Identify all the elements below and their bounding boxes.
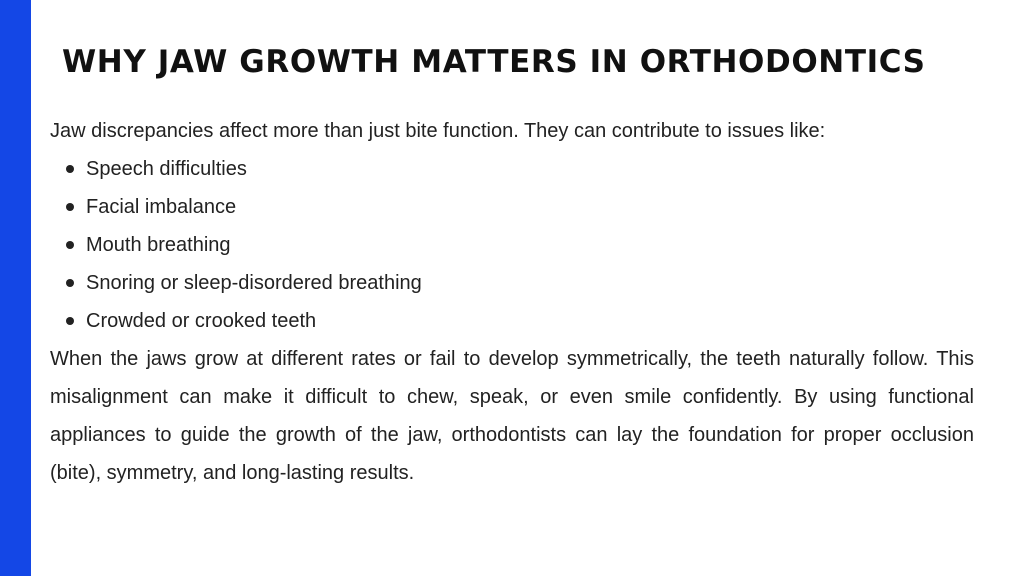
- list-item: [50, 226, 974, 264]
- slide-content: [50, 112, 974, 492]
- list-item-text: Facial imbalance: [86, 196, 237, 218]
- bullet-icon: [66, 241, 74, 249]
- list-item-text: Crowded or crooked teeth: [86, 310, 317, 332]
- page-title: WHY JAW GROWTH MATTERS IN ORTHODONTICS: [62, 44, 926, 80]
- list-item-text: Speech difficulties: [86, 158, 247, 180]
- list-item: [50, 302, 974, 340]
- list-item: [50, 150, 974, 188]
- intro-text: Jaw discrepancies affect more than just bite function. They can contribute to issues like:: [50, 120, 826, 142]
- list-item: [50, 264, 974, 302]
- bullet-icon: [66, 279, 74, 287]
- bullet-icon: [66, 317, 74, 325]
- issues-list: [50, 150, 974, 340]
- list-item: [50, 188, 974, 226]
- bullet-icon: [66, 165, 74, 173]
- bullet-icon: [66, 203, 74, 211]
- body-paragraph: When the jaws grow at different rates or fail to develop symmetrically, the teeth naturally follow. This misalignment can make it difficult to chew, speak, or even smile confidently. By using functional appliances to guide the growth of the jaw, orthodontists can lay the foundation for proper occlusion (bite), symmetry, and long-lasting results.: [50, 348, 974, 484]
- list-item-text: Mouth breathing: [86, 234, 231, 256]
- list-item-text: Snoring or sleep-disordered breathing: [86, 272, 422, 294]
- accent-side-bar: [0, 0, 31, 576]
